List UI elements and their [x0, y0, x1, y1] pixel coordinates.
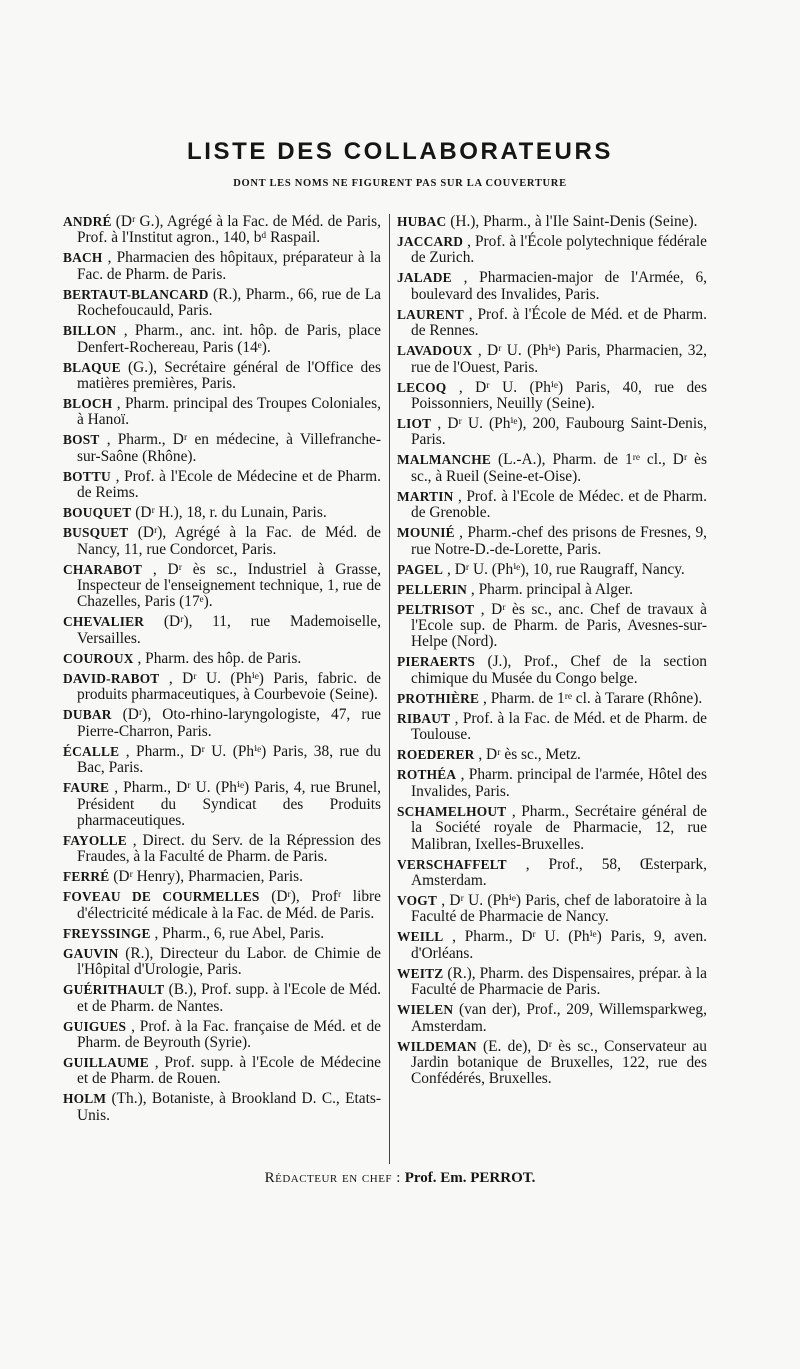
collaborator-name: MOUNIÉ — [397, 525, 455, 541]
collaborator-entry — [63, 744, 381, 777]
collaborator-name: JACCARD — [397, 234, 464, 249]
collaborator-name: LAVADOUX — [397, 343, 473, 359]
collaborator-entry — [397, 416, 707, 449]
collaborator-entry — [397, 270, 707, 303]
collaborator-details: , Prof. à l'Ecole de Médecine et de Pharm. de Reims. — [77, 467, 381, 502]
collaborator-entry — [397, 929, 707, 962]
collaborator-name: ROTHÉA — [397, 767, 457, 783]
collaborator-details: , Pharm., anc. int. hôp. de Paris, place Denfert-Rochereau, Paris (14ᵉ). — [77, 322, 381, 356]
collaborator-details: , Prof. à l'Ecole de Médec. et de Pharm. de Grenoble. — [411, 487, 707, 522]
collaborator-details: (Dʳ H.), 18, r. du Lunain, Paris. — [135, 504, 327, 522]
collaborator-entry — [397, 966, 707, 999]
collaborator-entry — [63, 250, 381, 283]
collaborator-entry — [63, 214, 381, 247]
collaborator-details: (R.), Pharm. des Dispensaires, prépar. à la Faculté de Pharmacie de Paris. — [411, 964, 707, 999]
collaborator-entry — [63, 525, 381, 558]
collaborator-entry — [397, 489, 707, 522]
collaborator-name: WEITZ — [397, 965, 444, 981]
collaborator-entry — [63, 1019, 381, 1052]
collaborator-entry — [63, 1091, 381, 1124]
collaborator-name: BOTTU — [63, 468, 111, 484]
collaborator-name: ÉCALLE — [63, 743, 120, 759]
collaborator-name: COUROUX — [63, 650, 134, 666]
collaborator-name: SCHAMELHOUT — [397, 803, 507, 819]
collaborator-entry — [397, 1002, 707, 1035]
collaborator-entry — [63, 1055, 381, 1088]
collaborator-details: , Dʳ U. (Phⁱᵉ) Paris, fabric. de produits pharmaceutiques, à Courbevoie (Seine). — [77, 669, 381, 704]
collaborator-details: (Dʳ), Agrégé à la Fac. de Méd. de Nancy, 11, rue Condorcet, Paris. — [77, 524, 381, 558]
collaborator-name: CHEVALIER — [63, 614, 145, 630]
collaborator-entry — [63, 926, 381, 942]
collaborator-entry — [63, 982, 381, 1015]
collaborator-entry — [63, 946, 381, 979]
collaborator-details: , Pharm.-chef des prisons de Fresnes, 9, rue Notre-D.-de-Lorette, Paris. — [411, 524, 707, 558]
collaborator-entry — [63, 360, 381, 393]
collaborator-details: , Prof. supp. à l'Ecole de Médecine et de Pharm. de Rouen. — [77, 1053, 381, 1088]
collaborator-name: MARTIN — [397, 488, 454, 504]
collaborator-details: , Pharm., Dʳ U. (Phⁱᵉ) Paris, 4, rue Brunel, Président du Syndicat des Produits pharmaceutiques. — [77, 779, 381, 829]
collaborator-name: FAYOLLE — [63, 832, 127, 848]
collaborator-name: BLOCH — [63, 396, 113, 412]
collaborator-details: (Dʳ Henry), Pharmacien, Paris. — [113, 868, 303, 886]
collaborator-name: RIBAUT — [397, 710, 451, 726]
collaborator-name: PELTRISOT — [397, 601, 475, 617]
collaborator-details: (H.), Pharm., à l'Ile Saint-Denis (Seine). — [450, 213, 698, 230]
collaborator-name: LAURENT — [397, 306, 464, 322]
collaborator-entry — [397, 767, 707, 800]
collaborator-details: , Dʳ ès sc., Metz. — [478, 746, 581, 764]
collaborator-name: LIOT — [397, 416, 432, 432]
collaborator-details: , Pharm., Secrétaire général de la Société royale de Pharmacie, 12, rue Malibran, Ixelles-Bruxelles. — [411, 802, 707, 853]
collaborator-entry — [63, 323, 381, 356]
footer — [0, 1170, 800, 1187]
collaborator-details: , Dʳ U. (Phⁱᵉ) Paris, Pharmacien, 32, rue de l'Ouest, Paris. — [411, 342, 707, 376]
collaborator-entry — [397, 525, 707, 558]
collaborator-entry — [397, 747, 707, 763]
collaborator-name: GUÉRITHAULT — [63, 982, 165, 998]
collaborator-details: , Dʳ U. (Phⁱᵉ), 10, rue Raugraff, Nancy. — [447, 560, 685, 578]
collaborator-entry — [397, 307, 707, 340]
collaborator-name: FERRÉ — [63, 869, 110, 885]
collaborator-name: LECOQ — [397, 379, 447, 395]
collaborator-entry — [63, 505, 381, 521]
collaborator-name: GUILLAUME — [63, 1054, 149, 1070]
collaborator-name: PAGEL — [397, 561, 444, 577]
collaborator-details: , Direct. du Serv. de la Répression des Fraudes, à la Faculté de Pharm. de Paris. — [77, 831, 381, 866]
collaborator-details: , Pharm., 6, rue Abel, Paris. — [154, 924, 325, 942]
collaborator-name: BOUQUET — [63, 505, 132, 521]
collaborator-details: (van der), Prof., 209, Willemsparkweg, Amsterdam. — [411, 1001, 707, 1035]
collaborator-name: JALADE — [397, 270, 452, 286]
collaborator-entry — [63, 869, 381, 885]
collaborator-name: FOVEAU DE COURMELLES — [63, 889, 260, 905]
collaborator-details: (Th.), Botaniste, à Brookland D. C., Etats-Unis. — [77, 1090, 381, 1124]
collaborator-entry — [397, 234, 707, 267]
collaborator-entry — [63, 889, 381, 922]
collaborator-entry — [397, 857, 707, 890]
collaborator-entry — [397, 602, 707, 651]
collaborator-entry — [63, 651, 381, 667]
column-divider — [389, 214, 390, 1164]
collaborator-details: (E. de), Dʳ ès sc., Conservateur au Jardin botanique de Bruxelles, 122, rue des Confédérés, Bruxelles. — [411, 1037, 707, 1088]
collaborator-details: (Dʳ), 11, rue Mademoiselle, Versailles. — [77, 613, 381, 647]
collaborator-details: (L.-A.), Pharm. de 1ʳᵉ cl., Dʳ ès sc., à Rueil (Seine-et-Oise). — [411, 451, 707, 485]
collaborator-entry — [397, 452, 707, 485]
collaborator-entry — [397, 654, 707, 687]
collaborator-entry — [397, 582, 707, 598]
collaborator-details: , Dʳ U. (Phⁱᵉ) Paris, chef de laboratoire à la Faculté de Pharmacie de Nancy. — [411, 891, 707, 926]
collaborator-details: (B.), Prof. supp. à l'Ecole de Méd. et de Pharm. de Nantes. — [77, 981, 381, 1015]
collaborator-name: PELLERIN — [397, 581, 468, 597]
collaborator-name: ANDRÉ — [63, 214, 112, 229]
collaborator-details: (Dʳ), Oto-rhino-laryngologiste, 47, rue Pierre-Charron, Paris. — [77, 706, 381, 740]
collaborator-entry — [397, 343, 707, 376]
collaborator-details: , Prof. à la Fac. française de Méd. et de Pharm. de Beyrouth (Syrie). — [77, 1017, 381, 1051]
collaborator-name: BLAQUE — [63, 359, 121, 375]
collaborator-entry — [63, 287, 381, 320]
collaborator-name: BUSQUET — [63, 525, 129, 541]
editor-label: Rédacteur en chef : — [264, 1170, 401, 1186]
collaborator-details: (J.), Prof., Chef de la section chimique du Musée du Congo belge. — [411, 653, 707, 687]
collaborator-details: , Pharm. principal des Troupes Coloniales, à Hanoï. — [77, 395, 381, 429]
collaborator-name: CHARABOT — [63, 561, 142, 577]
collaborator-details: , Pharm. principal de l'armée, Hôtel des Invalides, Paris. — [411, 766, 707, 800]
collaborator-entry — [63, 469, 381, 502]
collaborator-entry — [397, 1039, 707, 1088]
collaborator-details: , Dʳ U. (Phⁱᵉ), 200, Faubourg Saint-Denis, Paris. — [411, 415, 707, 449]
collaborator-entry — [397, 562, 707, 578]
collaborator-name: BERTAUT-BLANCARD — [63, 286, 209, 302]
collaborator-entry — [397, 711, 707, 744]
collaborator-details: , Dʳ ès sc., anc. Chef de travaux à l'Ecole sup. de Pharm. de Paris, Avesnes-sur-Helpe (Nord). — [411, 600, 707, 651]
left-column — [63, 214, 381, 1128]
collaborator-details: (Dʳ G.), Agrégé à la Fac. de Méd. de Paris, Prof. à l'Institut agron., 140, bᵈ Raspail. — [77, 213, 381, 247]
collaborator-details: , Pharm. de 1ʳᵉ cl. à Tarare (Rhône). — [483, 689, 703, 707]
collaborator-details: , Pharm., Dʳ U. (Phⁱᵉ) Paris, 38, rue du Bac, Paris. — [77, 742, 381, 777]
collaborator-name: DAVID-RABOT — [63, 670, 160, 686]
collaborator-name: GUIGUES — [63, 1018, 127, 1034]
collaborator-name: ROEDERER — [397, 747, 475, 763]
collaborator-entry — [63, 562, 381, 611]
collaborator-name: MALMANCHE — [397, 452, 492, 468]
collaborator-entry — [397, 214, 707, 230]
collaborator-entry — [63, 671, 381, 704]
collaborator-entry — [397, 804, 707, 853]
collaborator-name: VERSCHAFFELT — [397, 856, 507, 872]
collaborator-entry — [397, 893, 707, 926]
collaborator-details: (G.), Secrétaire général de l'Office des matières premières, Paris. — [77, 358, 381, 393]
collaborator-name: FAURE — [63, 780, 110, 796]
collaborator-details: , Prof. à la Fac. de Méd. et de Pharm. de Toulouse. — [411, 709, 707, 744]
collaborator-details: , Pharmacien-major de l'Armée, 6, boulevard des Invalides, Paris. — [411, 269, 707, 303]
collaborator-details: , Pharm. principal à Alger. — [470, 580, 633, 598]
right-column — [397, 214, 707, 1091]
collaborator-entry — [63, 396, 381, 429]
collaborator-name: BACH — [63, 250, 103, 266]
collaborator-name: HUBAC — [397, 214, 447, 229]
collaborator-name: PROTHIÈRE — [397, 690, 480, 706]
collaborator-name: HOLM — [63, 1091, 107, 1107]
collaborator-name: PIERAERTS — [397, 654, 475, 670]
collaborator-name: WIELEN — [397, 1002, 454, 1018]
collaborator-details: , Pharmacien des hôpitaux, préparateur à la Fac. de Pharm. de Paris. — [77, 249, 381, 283]
collaborator-details: (R.), Pharm., 66, rue de La Rochefoucauld, Paris. — [77, 285, 381, 320]
collaborator-details: , Prof. à l'École polytechnique fédérale de Zurich. — [411, 233, 707, 267]
collaborator-name: GAUVIN — [63, 945, 119, 961]
collaborator-entry — [63, 833, 381, 866]
collaborator-details: , Dʳ U. (Phⁱᵉ) Paris, 40, rue des Poissonniers, Neuilly (Seine). — [411, 378, 707, 413]
collaborator-entry — [397, 691, 707, 707]
collaborator-entry — [63, 780, 381, 829]
collaborator-details: , Pharm., Dʳ en médecine, à Villefranche-sur-Saône (Rhône). — [77, 431, 381, 465]
collaborator-name: DUBAR — [63, 707, 112, 723]
collaborator-name: WILDEMAN — [397, 1038, 477, 1054]
page-subtitle: DONT LES NOMS NE FIGURENT PAS SUR LA COUVERTURE — [233, 178, 567, 189]
page-title: LISTE DES COLLABORATEURS — [187, 138, 613, 165]
collaborator-name: BILLON — [63, 323, 117, 339]
collaborator-details: , Pharm. des hôp. de Paris. — [137, 649, 302, 667]
collaborator-entry — [397, 380, 707, 413]
collaborator-details: , Prof., 58, Œsterpark, Amsterdam. — [411, 855, 707, 889]
collaborator-details: , Pharm., Dʳ U. (Phⁱᵉ) Paris, 9, aven. d'Orléans. — [411, 928, 707, 962]
collaborator-details: (Dʳ), Profʳ libre d'électricité médicale à la Fac. de Méd. de Paris. — [77, 888, 381, 922]
editor-name: Prof. Em. PERROT. — [404, 1170, 536, 1186]
collaborator-name: WEILL — [397, 929, 444, 945]
collaborator-name: FREYSSINGE — [63, 925, 151, 941]
collaborator-details: (R.), Directeur du Labor. de Chimie de l'Hôpital d'Urologie, Paris. — [77, 944, 381, 979]
collaborator-details: , Dʳ ès sc., Industriel à Grasse, Inspecteur de l'enseignement technique, 1, rue de Chazelles, Paris (17ᵉ). — [77, 560, 381, 611]
collaborator-entry — [63, 707, 381, 740]
collaborator-entry — [63, 614, 381, 647]
collaborator-name: VOGT — [397, 892, 437, 908]
collaborator-details: , Prof. à l'École de Méd. et de Pharm. de Rennes. — [411, 305, 707, 340]
collaborator-entry — [63, 432, 381, 465]
collaborator-name: BOST — [63, 432, 100, 448]
